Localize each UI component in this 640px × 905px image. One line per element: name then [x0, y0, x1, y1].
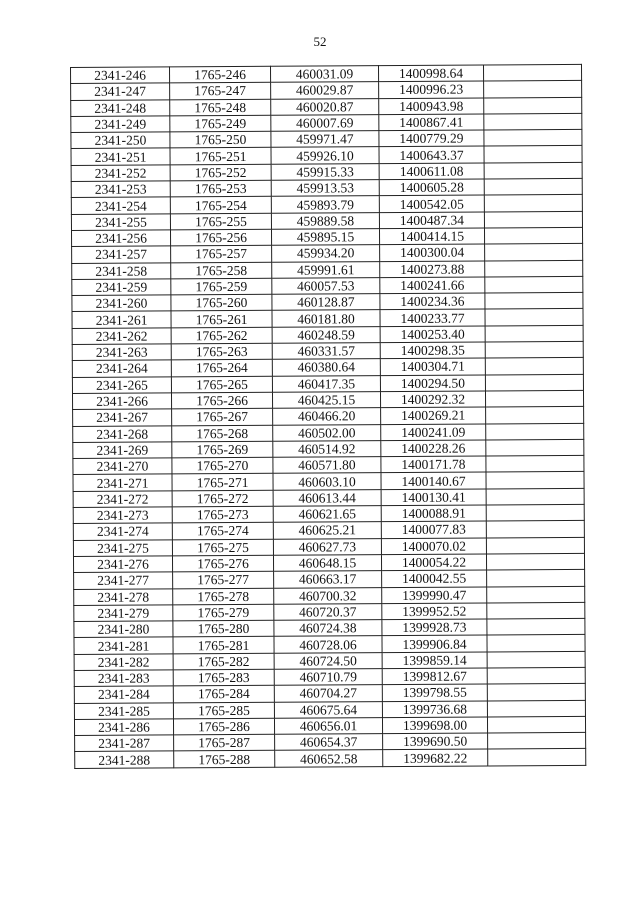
empty-cell [487, 651, 585, 668]
empty-cell [486, 553, 584, 570]
empty-cell [486, 521, 584, 538]
point-id-cell: 2341-261 [72, 311, 171, 328]
empty-cell [485, 341, 583, 358]
point-id-cell: 2341-248 [71, 99, 170, 116]
y-coordinate-cell: 1399736.68 [382, 701, 487, 718]
x-coordinate-cell: 460603.10 [273, 473, 381, 490]
point-id-cell: 2341-258 [72, 262, 171, 279]
empty-cell [485, 358, 583, 375]
empty-cell [484, 81, 582, 98]
y-coordinate-cell: 1400943.98 [379, 98, 484, 115]
x-coordinate-cell: 460648.15 [273, 555, 381, 572]
ref-point-id-cell: 1765-269 [172, 441, 273, 458]
y-coordinate-cell: 1400077.83 [381, 521, 486, 538]
coordinates-table-body [71, 64, 586, 768]
ref-point-id-cell: 1765-251 [170, 148, 271, 165]
empty-cell [484, 211, 582, 228]
x-coordinate-cell: 460007.69 [271, 115, 379, 132]
x-coordinate-cell: 460656.01 [274, 717, 382, 734]
empty-cell [484, 113, 582, 130]
ref-point-id-cell: 1765-283 [173, 669, 274, 686]
y-coordinate-cell: 1400070.02 [381, 538, 486, 555]
empty-cell [486, 472, 584, 489]
x-coordinate-cell: 460724.50 [274, 652, 382, 669]
empty-cell [484, 227, 582, 244]
ref-point-id-cell: 1765-278 [173, 588, 274, 605]
point-id-cell: 2341-254 [71, 197, 170, 214]
empty-cell [483, 64, 581, 81]
ref-point-id-cell: 1765-246 [170, 66, 271, 83]
ref-point-id-cell: 1765-255 [170, 213, 271, 230]
x-coordinate-cell: 459889.58 [271, 212, 379, 229]
x-coordinate-cell: 460663.17 [274, 571, 382, 588]
y-coordinate-cell: 1400054.22 [381, 554, 486, 571]
ref-point-id-cell: 1765-257 [171, 246, 272, 263]
empty-cell [485, 390, 583, 407]
y-coordinate-cell: 1400298.35 [380, 342, 485, 359]
point-id-cell: 2341-264 [72, 360, 171, 377]
point-id-cell: 2341-262 [72, 328, 171, 345]
empty-cell [486, 455, 584, 472]
y-coordinate-cell: 1399812.67 [382, 668, 487, 685]
x-coordinate-cell: 460020.87 [271, 98, 379, 115]
x-coordinate-cell: 460654.37 [275, 734, 383, 751]
x-coordinate-cell: 460700.32 [274, 587, 382, 604]
ref-point-id-cell: 1765-266 [171, 392, 272, 409]
empty-cell [487, 602, 585, 619]
y-coordinate-cell: 1400234.36 [380, 293, 485, 310]
empty-cell [485, 374, 583, 391]
ref-point-id-cell: 1765-250 [170, 131, 271, 148]
ref-point-id-cell: 1765-270 [172, 457, 273, 474]
point-id-cell: 2341-253 [71, 181, 170, 198]
ref-point-id-cell: 1765-247 [170, 83, 271, 100]
y-coordinate-cell: 1400643.37 [379, 146, 484, 163]
point-id-cell: 2341-272 [73, 491, 172, 508]
x-coordinate-cell: 459926.10 [271, 147, 379, 164]
point-id-cell: 2341-266 [72, 393, 171, 410]
y-coordinate-cell: 1400241.66 [380, 277, 485, 294]
empty-cell [484, 162, 582, 179]
empty-cell [488, 749, 586, 766]
ref-point-id-cell: 1765-256 [170, 229, 271, 246]
ref-point-id-cell: 1765-252 [170, 164, 271, 181]
ref-point-id-cell: 1765-286 [173, 718, 274, 735]
ref-point-id-cell: 1765-279 [173, 604, 274, 621]
x-coordinate-cell: 460724.38 [274, 620, 382, 637]
ref-point-id-cell: 1765-274 [172, 523, 273, 540]
y-coordinate-cell: 1400241.09 [381, 423, 486, 440]
point-id-cell: 2341-268 [73, 425, 172, 442]
x-coordinate-cell: 460514.92 [273, 440, 381, 457]
empty-cell [486, 407, 584, 424]
y-coordinate-cell: 1400088.91 [381, 505, 486, 522]
ref-point-id-cell: 1765-277 [173, 571, 274, 588]
point-id-cell: 2341-283 [74, 670, 173, 687]
x-coordinate-cell: 460031.09 [270, 66, 378, 83]
empty-cell [485, 325, 583, 342]
point-id-cell: 2341-282 [74, 654, 173, 671]
ref-point-id-cell: 1765-271 [172, 474, 273, 491]
y-coordinate-cell: 1400130.41 [381, 489, 486, 506]
empty-cell [484, 178, 582, 195]
y-coordinate-cell: 1400294.50 [380, 375, 485, 392]
point-id-cell: 2341-284 [74, 686, 173, 703]
y-coordinate-cell: 1399698.00 [382, 717, 487, 734]
point-id-cell: 2341-252 [71, 165, 170, 182]
point-id-cell: 2341-251 [71, 148, 170, 165]
point-id-cell: 2341-259 [72, 279, 171, 296]
x-coordinate-cell: 460710.79 [274, 669, 382, 686]
point-id-cell: 2341-278 [74, 588, 173, 605]
empty-cell [487, 716, 585, 733]
y-coordinate-cell: 1399928.73 [382, 619, 487, 636]
point-id-cell: 2341-275 [73, 539, 172, 556]
point-id-cell: 2341-256 [71, 230, 170, 247]
y-coordinate-cell: 1400487.34 [379, 212, 484, 229]
x-coordinate-cell: 460417.35 [272, 375, 380, 392]
point-id-cell: 2341-249 [71, 116, 170, 133]
empty-cell [487, 684, 585, 701]
ref-point-id-cell: 1765-288 [174, 751, 275, 768]
point-id-cell: 2341-250 [71, 132, 170, 149]
x-coordinate-cell: 460425.15 [272, 392, 380, 409]
y-coordinate-cell: 1400605.28 [379, 179, 484, 196]
ref-point-id-cell: 1765-248 [170, 99, 271, 116]
ref-point-id-cell: 1765-253 [170, 180, 271, 197]
x-coordinate-cell: 460502.00 [273, 424, 381, 441]
point-id-cell: 2341-279 [74, 605, 173, 622]
y-coordinate-cell: 1400867.41 [379, 114, 484, 131]
point-id-cell: 2341-260 [72, 295, 171, 312]
empty-cell [486, 537, 584, 554]
y-coordinate-cell: 1399690.50 [383, 733, 488, 750]
empty-cell [484, 97, 582, 114]
x-coordinate-cell: 460621.65 [273, 506, 381, 523]
x-coordinate-cell: 460128.87 [272, 294, 380, 311]
ref-point-id-cell: 1765-267 [172, 409, 273, 426]
y-coordinate-cell: 1400542.05 [379, 195, 484, 212]
ref-point-id-cell: 1765-272 [172, 490, 273, 507]
point-id-cell: 2341-273 [73, 507, 172, 524]
point-id-cell: 2341-255 [71, 214, 170, 231]
empty-cell [485, 309, 583, 326]
x-coordinate-cell: 459991.61 [272, 261, 380, 278]
x-coordinate-cell: 459934.20 [272, 245, 380, 262]
ref-point-id-cell: 1765-275 [172, 539, 273, 556]
empty-cell [485, 260, 583, 277]
y-coordinate-cell: 1399798.55 [382, 684, 487, 701]
point-id-cell: 2341-274 [73, 523, 172, 540]
point-id-cell: 2341-280 [74, 621, 173, 638]
point-id-cell: 2341-286 [74, 719, 173, 736]
point-id-cell: 2341-281 [74, 637, 173, 654]
ref-point-id-cell: 1765-284 [173, 686, 274, 703]
point-id-cell: 2341-270 [73, 458, 172, 475]
empty-cell [486, 504, 584, 521]
y-coordinate-cell: 1400171.78 [381, 456, 486, 473]
y-coordinate-cell: 1400042.55 [382, 570, 487, 587]
x-coordinate-cell: 459915.33 [271, 163, 379, 180]
x-coordinate-cell: 459913.53 [271, 180, 379, 197]
empty-cell [487, 667, 585, 684]
point-id-cell: 2341-271 [73, 474, 172, 491]
empty-cell [486, 423, 584, 440]
point-id-cell: 2341-288 [75, 751, 174, 768]
y-coordinate-cell: 1400414.15 [379, 228, 484, 245]
x-coordinate-cell: 460248.59 [272, 326, 380, 343]
ref-point-id-cell: 1765-282 [173, 653, 274, 670]
x-coordinate-cell: 460181.80 [272, 310, 380, 327]
coordinates-table [70, 64, 586, 769]
empty-cell [486, 488, 584, 505]
y-coordinate-cell: 1399990.47 [382, 586, 487, 603]
y-coordinate-cell: 1400996.23 [379, 81, 484, 98]
ref-point-id-cell: 1765-265 [171, 376, 272, 393]
point-id-cell: 2341-285 [74, 702, 173, 719]
y-coordinate-cell: 1400269.21 [381, 407, 486, 424]
x-coordinate-cell: 459895.15 [271, 229, 379, 246]
point-id-cell: 2341-287 [75, 735, 174, 752]
point-id-cell: 2341-277 [74, 572, 173, 589]
y-coordinate-cell: 1400304.71 [380, 358, 485, 375]
x-coordinate-cell: 460625.21 [273, 522, 381, 539]
x-coordinate-cell: 460675.64 [274, 701, 382, 718]
empty-cell [487, 635, 585, 652]
empty-cell [486, 439, 584, 456]
point-id-cell: 2341-265 [72, 377, 171, 394]
y-coordinate-cell: 1399682.22 [383, 749, 488, 766]
x-coordinate-cell: 460057.53 [272, 277, 380, 294]
point-id-cell: 2341-276 [73, 556, 172, 573]
ref-point-id-cell: 1765-258 [171, 262, 272, 279]
x-coordinate-cell: 460720.37 [274, 603, 382, 620]
x-coordinate-cell: 459971.47 [271, 131, 379, 148]
x-coordinate-cell: 460627.73 [273, 538, 381, 555]
point-id-cell: 2341-247 [71, 83, 170, 100]
x-coordinate-cell: 460331.57 [272, 343, 380, 360]
ref-point-id-cell: 1765-273 [172, 506, 273, 523]
ref-point-id-cell: 1765-287 [174, 734, 275, 751]
y-coordinate-cell: 1400779.29 [379, 130, 484, 147]
ref-point-id-cell: 1765-263 [171, 343, 272, 360]
ref-point-id-cell: 1765-285 [173, 702, 274, 719]
x-coordinate-cell: 459893.79 [271, 196, 379, 213]
x-coordinate-cell: 460571.80 [273, 457, 381, 474]
x-coordinate-cell: 460029.87 [271, 82, 379, 99]
ref-point-id-cell: 1765-261 [171, 311, 272, 328]
ref-point-id-cell: 1765-262 [171, 327, 272, 344]
empty-cell [484, 146, 582, 163]
y-coordinate-cell: 1400292.32 [380, 391, 485, 408]
y-coordinate-cell: 1400228.26 [381, 440, 486, 457]
x-coordinate-cell: 460466.20 [273, 408, 381, 425]
y-coordinate-cell: 1399859.14 [382, 652, 487, 669]
point-id-cell: 2341-246 [71, 67, 170, 84]
empty-cell [487, 570, 585, 587]
ref-point-id-cell: 1765-254 [170, 197, 271, 214]
empty-cell [485, 276, 583, 293]
y-coordinate-cell: 1399906.84 [382, 635, 487, 652]
ref-point-id-cell: 1765-276 [172, 555, 273, 572]
x-coordinate-cell: 460380.64 [272, 359, 380, 376]
empty-cell [487, 700, 585, 717]
point-id-cell: 2341-263 [72, 344, 171, 361]
point-id-cell: 2341-267 [73, 409, 172, 426]
ref-point-id-cell: 1765-280 [173, 620, 274, 637]
y-coordinate-cell: 1400233.77 [380, 309, 485, 326]
ref-point-id-cell: 1765-259 [171, 278, 272, 295]
empty-cell [487, 586, 585, 603]
empty-cell [485, 293, 583, 310]
y-coordinate-cell: 1400273.88 [380, 261, 485, 278]
x-coordinate-cell: 460728.06 [274, 636, 382, 653]
empty-cell [484, 130, 582, 147]
ref-point-id-cell: 1765-249 [170, 115, 271, 132]
point-id-cell: 2341-269 [73, 442, 172, 459]
empty-cell [487, 618, 585, 635]
empty-cell [485, 244, 583, 261]
point-id-cell: 2341-257 [72, 246, 171, 263]
empty-cell [488, 733, 586, 750]
ref-point-id-cell: 1765-281 [173, 637, 274, 654]
ref-point-id-cell: 1765-268 [172, 425, 273, 442]
y-coordinate-cell: 1400253.40 [380, 326, 485, 343]
x-coordinate-cell: 460704.27 [274, 685, 382, 702]
empty-cell [484, 195, 582, 212]
y-coordinate-cell: 1400300.04 [380, 244, 485, 261]
y-coordinate-cell: 1400140.67 [381, 472, 486, 489]
table-row [75, 749, 586, 768]
x-coordinate-cell: 460613.44 [273, 489, 381, 506]
y-coordinate-cell: 1400611.08 [379, 163, 484, 180]
x-coordinate-cell: 460652.58 [275, 750, 383, 767]
page-number: 52 [313, 34, 327, 49]
ref-point-id-cell: 1765-260 [171, 294, 272, 311]
ref-point-id-cell: 1765-264 [171, 360, 272, 377]
y-coordinate-cell: 1400998.64 [378, 65, 483, 82]
y-coordinate-cell: 1399952.52 [382, 603, 487, 620]
